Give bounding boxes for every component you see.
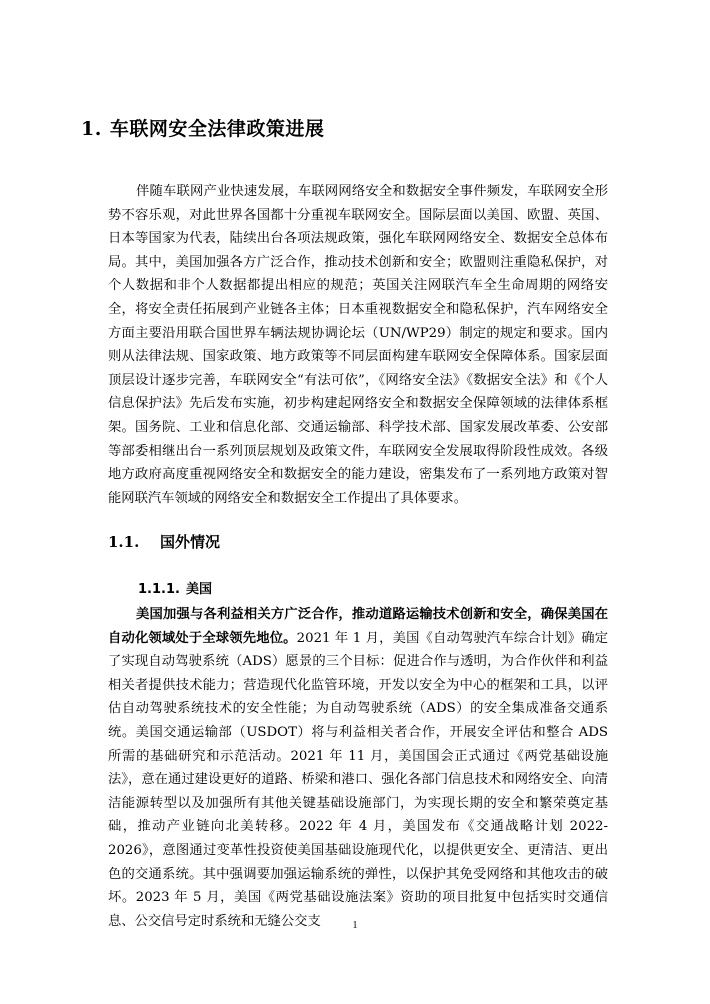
us-paragraph-body: 2021 年 1 月，美国《自动驾驶汽车综合计划》确定了实现自动驾驶系统（ADS）愿景的三个目标：促进合作与透明，为合作伙伴和利益相关者提供技术能力；营造现代化监管环境，开发以安全为中心的框架和工具，以评估自动驾驶系统技术的安全性能；为自动驾驶系统（ADS）的安全集成准备交通系统。美国交通运输部（USDOT）将与利益相关者合作，开展安全评估和整合 ADS 所需的基础研究和示范活动。2021 年 11 月，美国国会正式通过《两党基础设施法》，意在通过建设更好的道路、桥梁和港口、强化各部门信息技术和网络安全、向清洁能源转型以及加强所有其他关键基础设施部门，为实现长期的安全和繁荣奠定基础，推动产业链向北美转移。2022 年 4 月，美国发布《交通战略计划 2022-2026》，意图通过变革性投资使美国基础设施现代化，以提供更安全、更清洁、更出色的交通系统。其中强调要加强运输系统的弹性，以保护其免受网络和其他攻击的破坏。2023 年 5 月，美国《两党基础设施法案》资助的项目批复中包括实时交通信息、公交信号定时系统和无缝公交支 (108, 630, 609, 929)
subsubsection-title: 美国 (185, 582, 212, 597)
us-paragraph-lead: 美国加强与各利益相关方广泛合作，推动道路运输技术创新和安全，确保美国在自动化领域处于全球领先地位。 (108, 607, 608, 646)
us-paragraph (108, 603, 608, 933)
section-number: 1. (81, 118, 102, 140)
subsection-number: 1.1. (108, 533, 140, 551)
intro-paragraph: 伴随车联网产业快速发展，车联网网络安全和数据安全事件频发，车联网安全形势不容乐观，对此世界各国都十分重视车联网安全。国际层面以美国、欧盟、英国、日本等国家为代表，陆续出台各项法规政策，强化车联网网络安全、数据安全总体布局。其中，美国加强各方广泛合作，推动技术创新和安全；欧盟则注重隐私保护，对个人数据和非个人数据都提出相应的规范；英国关注网联汽车全生命周期的网络安全，将安全责任拓展到产业链各主体；日本重视数据安全和隐私保护，汽车网络安全方面主要沿用联合国世界车辆法规协调论坛（UN/WP29）制定的规定和要求。国内则从法律法规、国家政策、地方政策等不同层面构建车联网安全保障体系。国家层面顶层设计逐步完善，车联网安全“有法可依”，《网络安全法》《数据安全法》和《个人信息保护法》先后发布实施，初步构建起网络安全和数据安全保障领域的法律体系框架。国务院、工业和信息化部、交通运输部、科学技术部、国家发展改革委、公安部等部委相继出台一系列顶层规划及政策文件，车联网安全发展取得阶段性成效。各级地方政府高度重视网络安全和数据安全的能力建设，密集发布了一系列地方政策对智能网联汽车领域的网络安全和数据安全工作提出了具体要求。 (108, 184, 608, 506)
subsubsection-number: 1.1.1. (138, 582, 180, 597)
section-heading-3 (138, 578, 212, 597)
section-title: 车联网安全法律政策进展 (109, 118, 325, 140)
section-heading-2 (108, 531, 220, 552)
subsection-title: 国外情况 (160, 533, 221, 551)
page-number: 1 (352, 920, 358, 931)
section-heading-1 (81, 114, 324, 141)
